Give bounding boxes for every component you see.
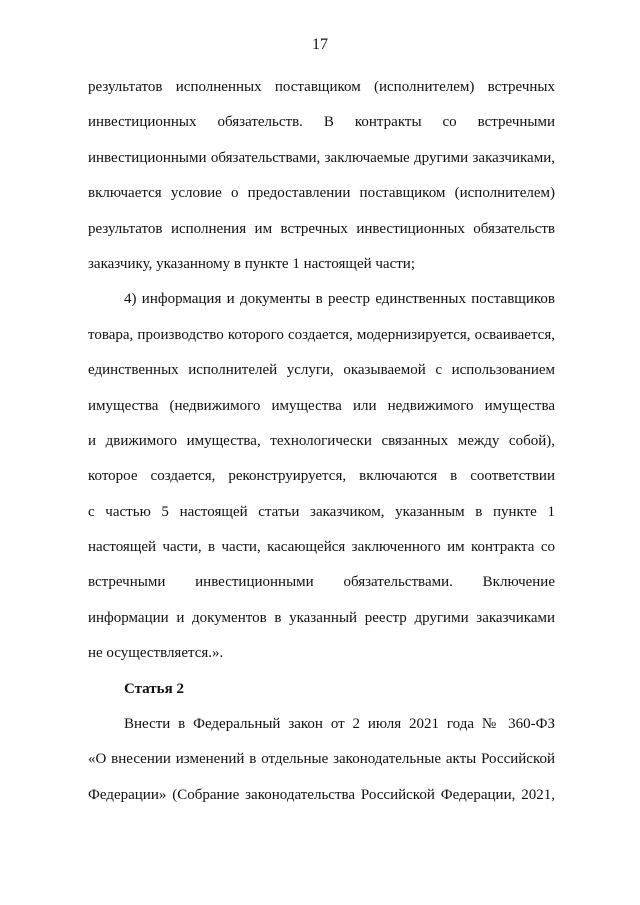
text-line: и движимого имущества, технологически связанных между собой), [88, 432, 555, 449]
text-line: которое создается, реконструируется, включаются в соответствии [88, 468, 555, 485]
text-line: с частью 5 настоящей статьи заказчиком, указанным в пункте 1 [88, 503, 555, 520]
text-line: единственных исполнителей услуги, оказываемой с использованием [88, 362, 555, 379]
text-line: Федерации» (Собрание законодательства Российской Федерации, 2021, [88, 786, 555, 803]
paragraph-counter-investment-obligations [88, 70, 555, 282]
text-line: настоящей части, в части, касающейся заключенного им контракта со [88, 539, 555, 556]
text-line: имущества (недвижимого имущества или недвижимого имущества [88, 397, 555, 414]
text-line: заказчику, указанному в пункте 1 настоящей части; [88, 255, 415, 272]
text-line: результатов исполнения им встречных инвестиционных обязательств [88, 220, 555, 237]
text-line: результатов исполненных поставщиком (исполнителем) встречных [88, 79, 555, 95]
text-line: товара, производство которого создается, модернизируется, осваивается, [88, 326, 555, 343]
text-line: Внести в Федеральный закон от 2 июля 2021 года № 360-ФЗ [124, 716, 555, 733]
text-line: «О внесении изменений в отдельные законодательные акты Российской [88, 751, 555, 768]
page-number: 17 [312, 36, 328, 53]
text-line: включается условие о предоставлении поставщиком (исполнителем) [88, 185, 555, 202]
paragraph-item-4 [88, 282, 555, 671]
paragraph-article-2 [88, 707, 555, 813]
text-line: 4) информация и документы в реестр единственных поставщиков [124, 291, 555, 308]
text-line: не осуществляется.». [88, 645, 224, 662]
article-heading: Статья 2 [124, 680, 184, 697]
text-line: встречными инвестиционными обязательствами. Включение [88, 574, 555, 591]
text-line: информации и документов в указанный реестр другими заказчиками [88, 609, 555, 626]
text-line: инвестиционными обязательствами, заключаемые другими заказчиками, [88, 149, 555, 166]
text-line: инвестиционных обязательств. В контракты со встречными [88, 114, 555, 131]
document-body [88, 70, 555, 813]
article-heading-block [88, 672, 555, 707]
